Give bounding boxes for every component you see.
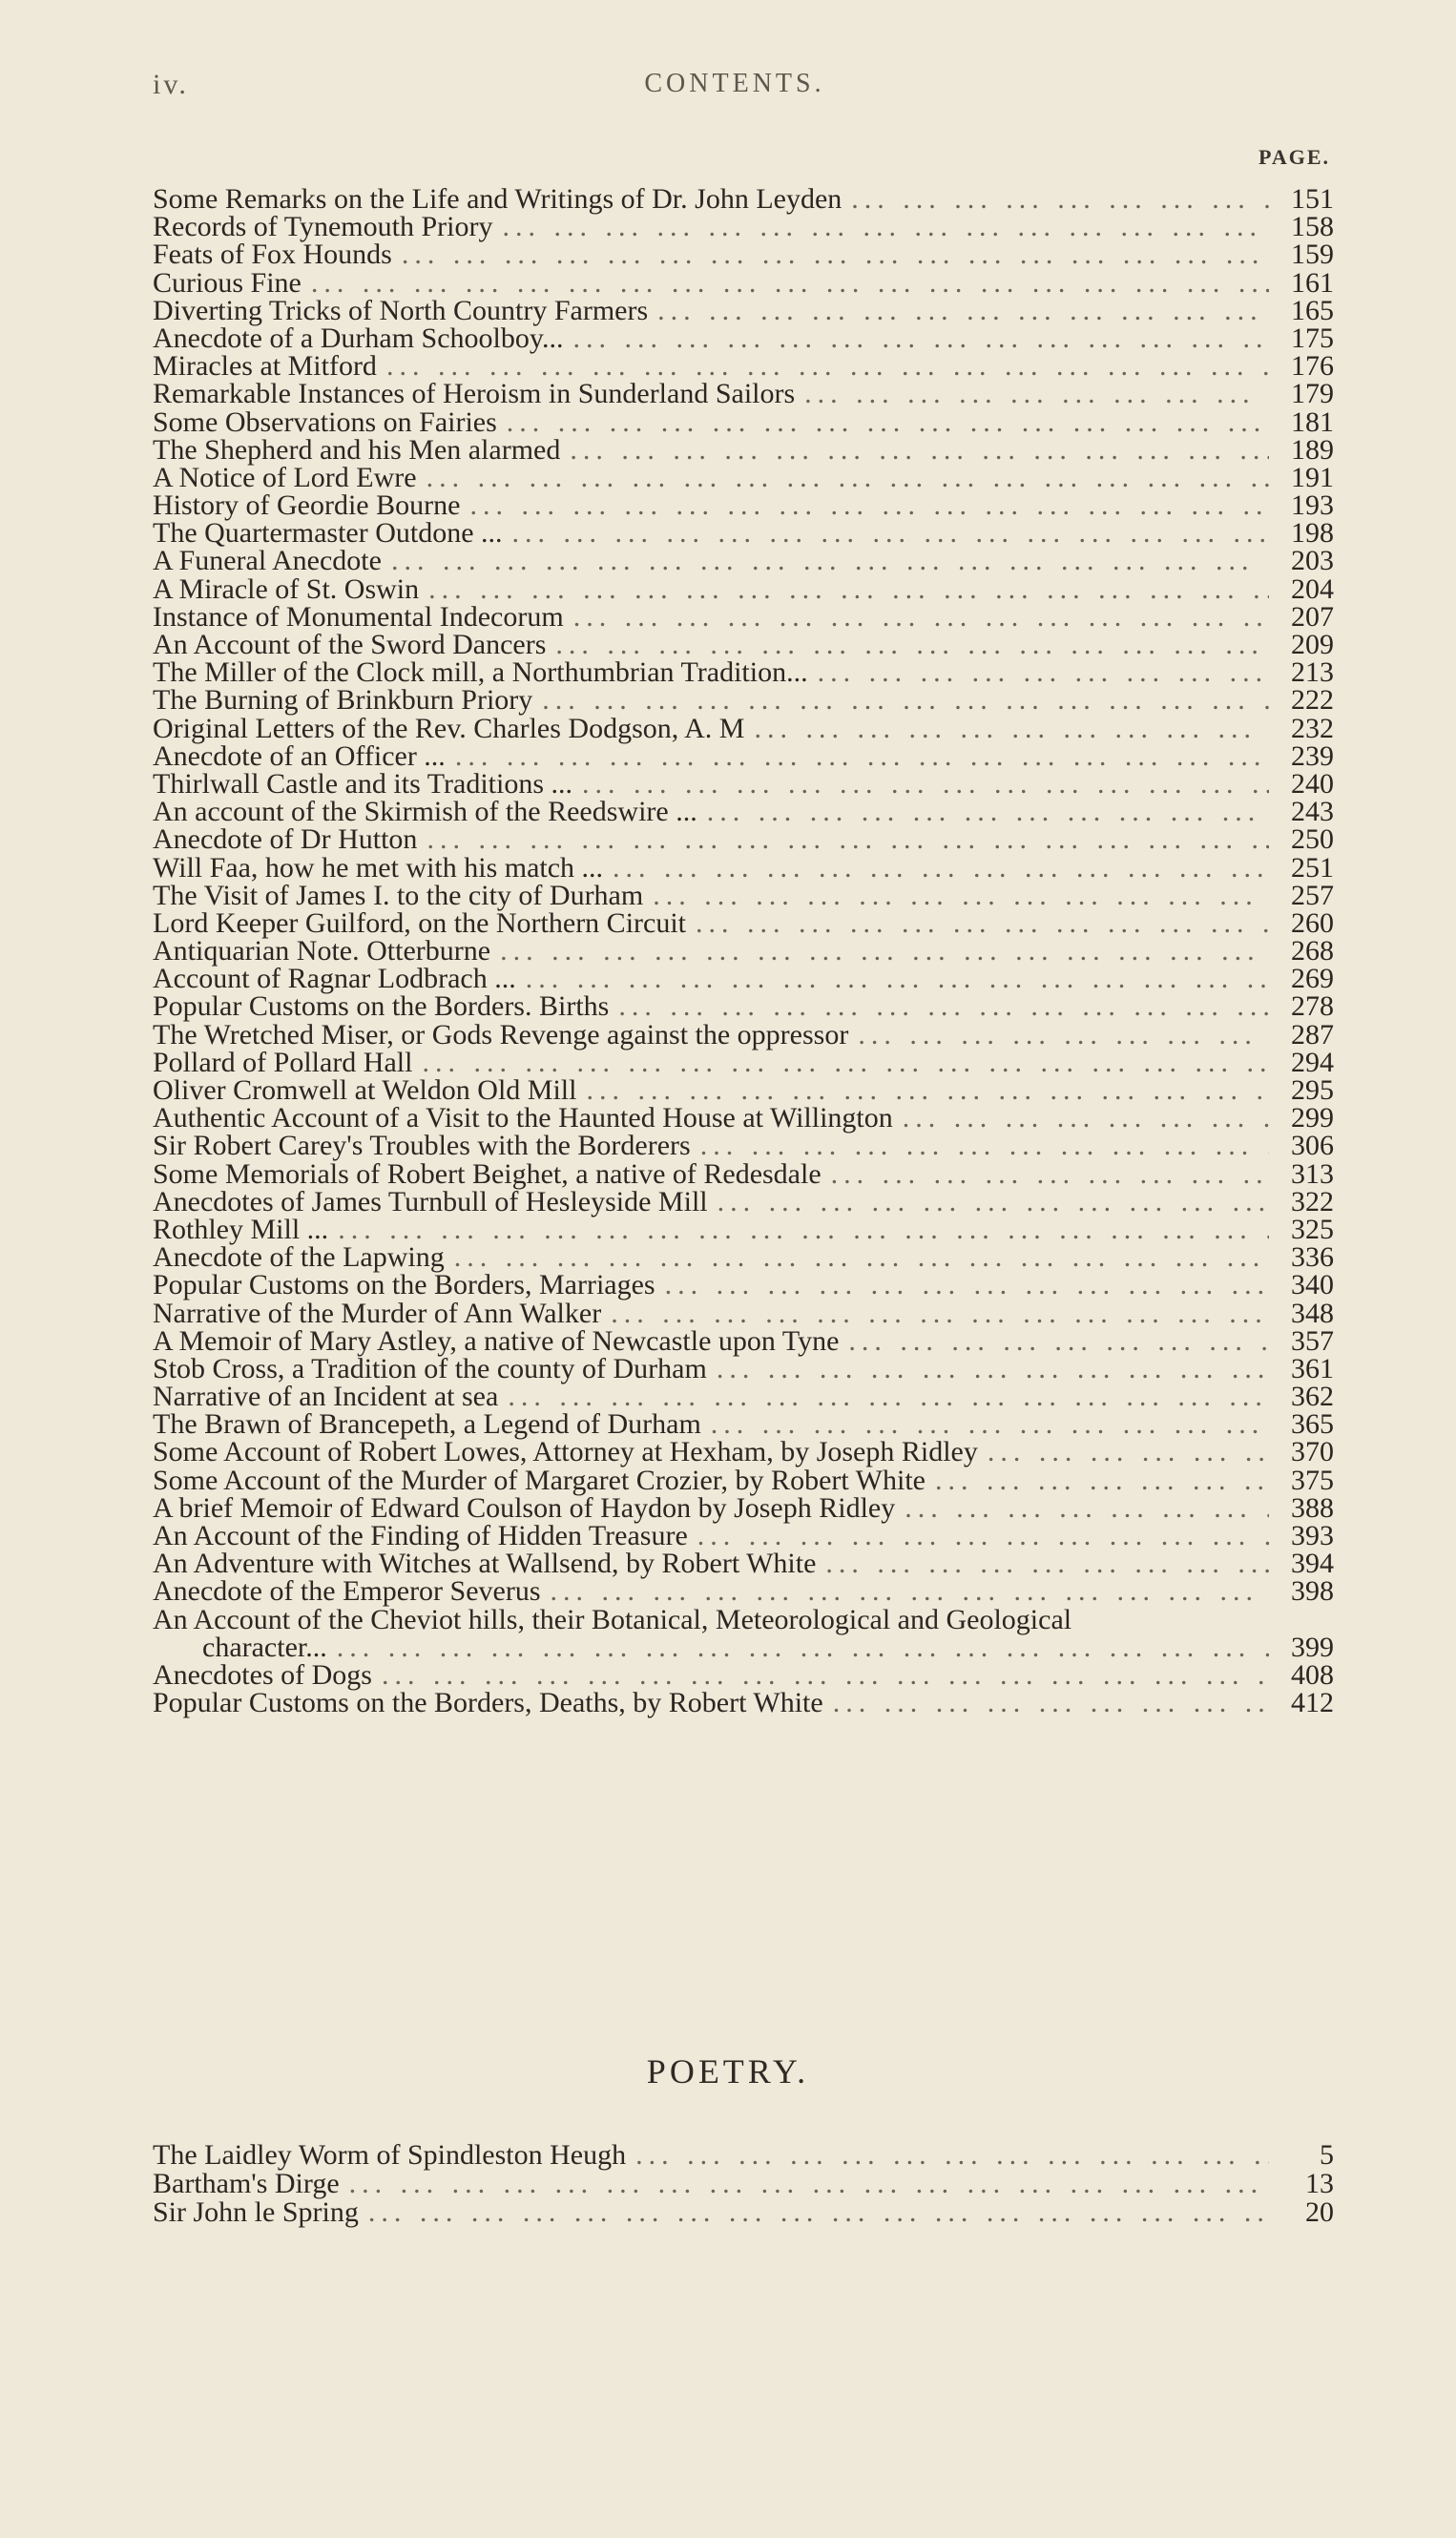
- entry-page-number: 158: [1291, 211, 1334, 243]
- page-number: iv.: [153, 69, 189, 100]
- toc-entry: [153, 1491, 1334, 1524]
- dot-leader: [551, 1577, 1269, 1605]
- entry-page-number: 394: [1291, 1548, 1334, 1580]
- dot-leader: [512, 519, 1269, 547]
- entry-title: Lord Keeper Guilford, on the Northern Circuit: [153, 906, 686, 939]
- entry-page-number: 408: [1291, 1658, 1334, 1691]
- entry-page-number: 287: [1291, 1018, 1334, 1051]
- entry-page-number: 295: [1291, 1074, 1334, 1106]
- entry-page-number: 193: [1291, 489, 1334, 522]
- toc-entry: [153, 294, 1334, 326]
- entry-title: Pollard of Pollard Hall: [153, 1046, 413, 1078]
- toc-entry: [153, 631, 1334, 658]
- toc-entry: [153, 1185, 1334, 1217]
- dot-leader: [570, 436, 1269, 464]
- dot-leader: [618, 992, 1269, 1020]
- entry-title: The Brawn of Brancepeth, a Legend of Durham: [153, 1408, 701, 1441]
- entry-page-number: 213: [1291, 656, 1334, 689]
- dot-leader: [665, 1271, 1269, 1299]
- toc-entry: [153, 1575, 1334, 1608]
- entry-title: A Memoir of Mary Astley, a native of Newcastle upon Tyne: [153, 1324, 840, 1357]
- dot-leader: [988, 1438, 1269, 1466]
- entry-title: The Quartermaster Outdone ...: [153, 517, 503, 550]
- entry-title: An Adventure with Witches at Wallsend, by Robert White: [153, 1548, 817, 1580]
- dot-leader: [718, 1188, 1269, 1216]
- dot-leader: [635, 2141, 1269, 2170]
- entry-title: Bartham's Dirge: [153, 2168, 340, 2199]
- toc-entry: [153, 211, 1334, 243]
- dot-leader: [935, 1467, 1269, 1494]
- entry-page-number: 399: [1291, 1631, 1334, 1663]
- toc-entry: [153, 1271, 1334, 1299]
- contents-list: [153, 183, 1334, 1719]
- entry-page-number: 299: [1291, 1102, 1334, 1134]
- toc-entry: [153, 1603, 1334, 1635]
- entry-title: Anecdote of a Durham Schoolboy...: [153, 322, 564, 354]
- dot-leader: [426, 464, 1269, 491]
- dot-leader: [555, 631, 1269, 658]
- toc-entry: [153, 239, 1334, 271]
- entry-title: Popular Customs on the Borders, Marriages: [153, 1269, 655, 1301]
- entry-page-number: 365: [1291, 1408, 1334, 1441]
- dot-leader: [337, 1633, 1269, 1661]
- entry-title: Narrative of the Murder of Ann Walker: [153, 1297, 602, 1329]
- toc-entry: [153, 990, 1334, 1023]
- dot-leader: [696, 909, 1269, 937]
- entry-page-number: 175: [1291, 322, 1334, 354]
- entry-page-number: 207: [1291, 600, 1334, 633]
- toc-entry: [153, 1658, 1334, 1691]
- entry-page-number: 176: [1291, 350, 1334, 383]
- toc-entry: [153, 489, 1334, 522]
- toc-entry: [153, 600, 1334, 633]
- dot-leader: [573, 603, 1269, 631]
- entry-page-number: 362: [1291, 1381, 1334, 1413]
- entry-page-number: 13: [1305, 2168, 1334, 2199]
- entry-title: The Shepherd and his Men alarmed: [153, 433, 561, 466]
- entry-title: Diverting Tricks of North Country Farmers: [153, 294, 649, 326]
- entry-page-number: 393: [1291, 1520, 1334, 1551]
- entry-title: Account of Ragnar Lodbrach ...: [153, 963, 516, 995]
- toc-entry: [153, 2141, 1334, 2170]
- toc-entry: [153, 324, 1334, 352]
- dot-leader: [611, 1300, 1269, 1327]
- toc-entry: [153, 461, 1334, 493]
- toc-entry: [153, 517, 1334, 550]
- entry-title: An Account of the Sword Dancers: [153, 629, 547, 660]
- entry-title: A Funeral Anecdote: [153, 545, 382, 577]
- toc-entry: [153, 266, 1334, 299]
- dot-leader: [804, 380, 1269, 407]
- entry-page-number: 20: [1305, 2196, 1334, 2228]
- toc-entry: [153, 1297, 1334, 1329]
- toc-entry: [153, 1213, 1334, 1245]
- toc-entry: [153, 796, 1334, 828]
- entry-title: Anecdotes of Dogs: [153, 1658, 372, 1691]
- toc-entry: [153, 963, 1334, 995]
- entry-page-number: 268: [1291, 935, 1334, 967]
- dot-leader: [711, 1410, 1269, 1438]
- entry-title: Thirlwall Castle and its Traditions ...: [153, 767, 572, 800]
- dot-leader: [454, 1243, 1269, 1271]
- toc-entry: [153, 739, 1334, 772]
- dot-leader: [848, 1327, 1269, 1355]
- toc-entry: [153, 1381, 1334, 1413]
- toc-entry: [153, 1633, 1334, 1661]
- entry-page-number: 243: [1291, 796, 1334, 828]
- page-column-label: PAGE.: [1258, 145, 1330, 169]
- entry-title: Some Account of the Murder of Margaret Crozier, by Robert White: [153, 1464, 926, 1496]
- entry-page-number: 240: [1291, 767, 1334, 800]
- entry-page-number: 412: [1291, 1687, 1334, 1719]
- dot-leader: [311, 269, 1269, 297]
- entry-page-number: 191: [1291, 461, 1334, 493]
- entry-title: Sir Robert Carey's Troubles with the Borderers: [153, 1130, 691, 1162]
- toc-entry: [153, 433, 1334, 466]
- toc-entry: [153, 656, 1334, 689]
- entry-title: The Miller of the Clock mill, a Northumbrian Tradition...: [153, 656, 808, 689]
- toc-entry: [153, 937, 1334, 965]
- toc-entry: [153, 2170, 1334, 2198]
- entry-page-number: 370: [1291, 1436, 1334, 1468]
- dot-leader: [368, 2198, 1269, 2227]
- entry-page-number: 325: [1291, 1213, 1334, 1245]
- entry-page-number: 179: [1291, 378, 1334, 410]
- entry-title: Popular Customs on the Borders. Births: [153, 990, 610, 1023]
- toc-entry: [153, 1548, 1334, 1580]
- poetry-heading: POETRY.: [646, 2052, 810, 2091]
- entry-page-number: 294: [1291, 1046, 1334, 1078]
- dot-leader: [542, 686, 1269, 714]
- dot-leader: [833, 1689, 1269, 1716]
- entry-page-number: 313: [1291, 1157, 1334, 1190]
- entry-page-number: 251: [1291, 851, 1334, 884]
- entry-page-number: 322: [1291, 1185, 1334, 1217]
- entry-title: History of Geordie Bourne: [153, 489, 461, 522]
- entry-page-number: 375: [1291, 1464, 1334, 1496]
- toc-entry: [153, 712, 1334, 744]
- entry-page-number: 278: [1291, 990, 1334, 1023]
- entry-title: Some Memorials of Robert Beighet, a native of Redesdale: [153, 1157, 822, 1190]
- entry-title: A Notice of Lord Ewre: [153, 461, 417, 493]
- entry-title: The Laidley Worm of Spindleston Heugh: [153, 2139, 627, 2171]
- entry-page-number: 250: [1291, 823, 1334, 856]
- dot-leader: [613, 854, 1269, 882]
- toc-entry: [153, 1352, 1334, 1384]
- entry-page-number: 151: [1291, 183, 1334, 215]
- entry-title: Popular Customs on the Borders, Deaths, by Robert White: [153, 1687, 823, 1719]
- entry-title: character...: [202, 1631, 327, 1663]
- entry-title: Anecdote of the Lapwing: [153, 1241, 445, 1274]
- toc-entry: [153, 1076, 1334, 1104]
- entry-page-number: 260: [1291, 906, 1334, 939]
- entry-page-number: 357: [1291, 1324, 1334, 1357]
- toc-entry: [153, 1130, 1334, 1162]
- dot-leader: [428, 575, 1269, 603]
- entry-page-number: 161: [1291, 266, 1334, 299]
- entry-title: Anecdote of Dr Hutton: [153, 823, 418, 856]
- entry-page-number: 340: [1291, 1269, 1334, 1301]
- toc-entry: [153, 1438, 1334, 1466]
- dot-leader: [402, 240, 1269, 268]
- entry-title: Rothley Mill ...: [153, 1213, 329, 1245]
- entry-title: Authentic Account of a Visit to the Haunted House at Willington: [153, 1102, 893, 1134]
- toc-entry: [153, 879, 1334, 911]
- dot-leader: [858, 1021, 1269, 1049]
- dot-leader: [831, 1160, 1269, 1188]
- entry-page-number: 239: [1291, 739, 1334, 772]
- entry-page-number: 181: [1291, 406, 1334, 438]
- entry-title: Antiquarian Note. Otterburne: [153, 935, 491, 967]
- dot-leader: [422, 1049, 1269, 1076]
- toc-entry: [153, 906, 1334, 939]
- entry-page-number: 336: [1291, 1241, 1334, 1274]
- entry-page-number: 198: [1291, 517, 1334, 550]
- entry-title: An Account of the Finding of Hidden Treasure: [153, 1520, 688, 1551]
- entry-title: An account of the Skirmish of the Reedswire ...: [153, 796, 697, 828]
- toc-entry: [153, 185, 1334, 213]
- poetry-list: [153, 2141, 1334, 2227]
- toc-entry: [153, 545, 1334, 577]
- toc-entry: [153, 823, 1334, 856]
- running-head: [153, 69, 1317, 107]
- entry-title: Instance of Monumental Indecorum: [153, 600, 564, 633]
- dot-leader: [338, 1216, 1269, 1243]
- dot-leader: [455, 742, 1269, 770]
- entry-title: The Burning of Brinkburn Priory: [153, 684, 533, 717]
- toc-entry: [153, 684, 1334, 717]
- dot-leader: [818, 658, 1269, 686]
- dot-leader: [586, 1076, 1269, 1104]
- toc-entry: [153, 1464, 1334, 1496]
- entry-title: Sir John le Spring: [153, 2196, 359, 2228]
- entry-title: Feats of Fox Hounds: [153, 239, 392, 271]
- toc-entry: [153, 1241, 1334, 1274]
- entry-title: Remarkable Instances of Heroism in Sunderland Sailors: [153, 378, 796, 410]
- toc-entry: [153, 1018, 1334, 1051]
- entry-title: Anecdotes of James Turnbull of Hesleyside Mill: [153, 1185, 708, 1217]
- toc-entry: [153, 1687, 1334, 1719]
- entry-title: Anecdote of the Emperor Severus: [153, 1575, 541, 1608]
- dot-leader: [469, 491, 1269, 519]
- entry-page-number: 203: [1291, 545, 1334, 577]
- toc-entry: [153, 1408, 1334, 1441]
- toc-entry: [153, 851, 1334, 884]
- entry-page-number: 398: [1291, 1575, 1334, 1608]
- dot-leader: [717, 1355, 1269, 1383]
- entry-title: A brief Memoir of Edward Coulson of Haydon by Joseph Ridley: [153, 1491, 896, 1524]
- dot-leader: [754, 715, 1269, 742]
- dot-leader: [657, 297, 1269, 324]
- entry-title: Will Faa, how he met with his match ...: [153, 851, 604, 884]
- entry-title: Some Remarks on the Life and Writings of Dr. John Leyden: [153, 183, 842, 215]
- entry-page-number: 5: [1320, 2139, 1334, 2171]
- dot-leader: [502, 213, 1269, 240]
- dot-leader: [391, 547, 1269, 574]
- entry-title: The Wretched Miser, or Gods Revenge against the oppressor: [153, 1018, 849, 1051]
- toc-entry: [153, 378, 1334, 410]
- dot-leader: [507, 408, 1269, 436]
- toc-entry: [153, 2198, 1334, 2227]
- entry-title: Records of Tynemouth Priory: [153, 211, 493, 243]
- entry-title: A Miracle of St. Oswin: [153, 572, 420, 605]
- entry-title: Stob Cross, a Tradition of the county of Durham: [153, 1352, 707, 1384]
- dot-leader: [382, 1661, 1269, 1689]
- entry-title: Some Observations on Fairies: [153, 406, 497, 438]
- entry-page-number: 361: [1291, 1352, 1334, 1384]
- dot-leader: [582, 770, 1269, 798]
- toc-entry: [153, 350, 1334, 383]
- toc-entry: [153, 408, 1334, 436]
- entry-page-number: 388: [1291, 1491, 1334, 1524]
- dot-leader: [526, 965, 1269, 992]
- entry-title: The Visit of James I. to the city of Durham: [153, 879, 644, 911]
- entry-page-number: 348: [1291, 1297, 1334, 1329]
- entry-page-number: 306: [1291, 1130, 1334, 1162]
- dot-leader: [825, 1550, 1269, 1577]
- dot-leader: [653, 882, 1269, 909]
- entry-page-number: 257: [1291, 879, 1334, 911]
- entry-title: Miracles at Mitford: [153, 350, 377, 383]
- entry-page-number: 222: [1291, 684, 1334, 717]
- dot-leader: [700, 1132, 1269, 1159]
- entry-title: Oliver Cromwell at Weldon Old Mill: [153, 1074, 577, 1106]
- toc-entry: [153, 572, 1334, 605]
- entry-page-number: 269: [1291, 963, 1334, 995]
- entry-title: Curious Fine: [153, 266, 302, 299]
- entry-page-number: 232: [1291, 712, 1334, 744]
- toc-entry: [153, 767, 1334, 800]
- dot-leader: [707, 798, 1269, 825]
- page-title: CONTENTS.: [644, 69, 825, 98]
- toc-entry: [153, 1324, 1334, 1357]
- entry-title: Anecdote of an Officer ...: [153, 739, 446, 772]
- dot-leader: [851, 185, 1269, 213]
- dot-leader: [697, 1522, 1269, 1550]
- entry-title: An Account of the Cheviot hills, their Botanical, Meteorological and Geological: [153, 1603, 1072, 1635]
- dot-leader: [386, 352, 1269, 380]
- dot-leader: [426, 825, 1269, 853]
- entry-page-number: 165: [1291, 294, 1334, 326]
- toc-entry: [153, 1046, 1334, 1078]
- dot-leader: [903, 1104, 1269, 1132]
- dot-leader: [349, 2170, 1269, 2198]
- entry-title: Original Letters of the Rev. Charles Dodgson, A. M: [153, 712, 745, 744]
- dot-leader: [572, 324, 1269, 352]
- entry-page-number: 209: [1291, 629, 1334, 660]
- dot-leader: [500, 937, 1269, 965]
- toc-entry: [153, 1104, 1334, 1132]
- dot-leader: [508, 1383, 1269, 1410]
- entry-page-number: 159: [1291, 239, 1334, 271]
- dot-leader: [905, 1494, 1269, 1522]
- entry-title: Narrative of an Incident at sea: [153, 1381, 499, 1413]
- toc-entry: [153, 1157, 1334, 1190]
- entry-page-number: 204: [1291, 572, 1334, 605]
- toc-entry: [153, 1522, 1334, 1550]
- entry-page-number: 189: [1291, 433, 1334, 466]
- entry-title: Some Account of Robert Lowes, Attorney at Hexham, by Joseph Ridley: [153, 1436, 978, 1468]
